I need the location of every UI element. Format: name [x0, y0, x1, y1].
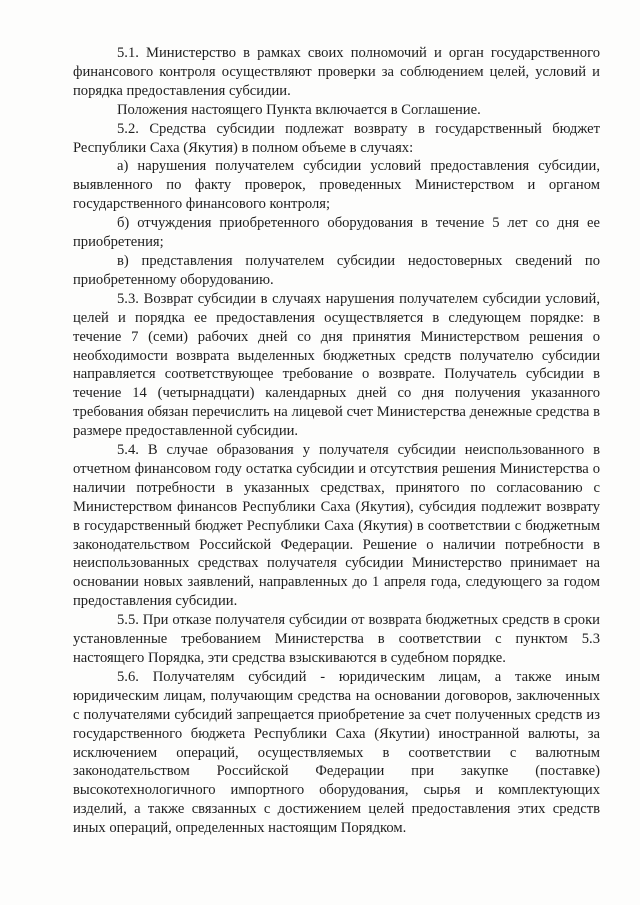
- paragraph-5-3: 5.3. Возврат субсидии в случаях нарушения получателем субсидии условий, целей и порядка ее предоставления осуществляется в следующем порядке: в течение 7 (семи) рабочих дней со дня принятия Министерством решения о необходимости возврата выделенных бюджетных средств получателю субсидии направляется соответствующее требование о возврате. Получатель субсидии в течение 14 (четырнадцати) календарных дней со дня получения указанного требования обязан перечислить на лицевой счет Министерства денежные средства в размере предоставленной субсидии.: [73, 290, 600, 440]
- paragraph-agreement-note: Положения настоящего Пункта включается в Соглашение.: [117, 101, 481, 118]
- paragraph-5-4: 5.4. В случае образования у получателя субсидии неиспользованного в отчетном финансовом году остатка субсидии и отсутствия решения Министерства о наличии потребности в указанных средствах, принятого по согласованию с Министерством финансов Республики Саха (Якутия), субсидия подлежит возврату в государственный бюджет Республики Саха (Якутия) в соответствии с бюджетным законодательством Российской Федерации. Решение о наличии потребности в неиспользованных средствах получателя субсидии Министерство принимает на основании новых заявлений, направленных до 1 апреля года, следующего за годом предоставления субсидии.: [73, 442, 600, 610]
- paragraph-5-2: 5.2. Средства субсидии подлежат возврату в государственный бюджет Республики Саха (Якутия) в полном объеме в случаях:: [73, 120, 600, 156]
- paragraph-5-2-a: а) нарушения получателем субсидии условий предоставления субсидии, выявленного по факту проверок, проведенных Министерством и органом государственного финансового контроля;: [73, 158, 600, 213]
- paragraph-5-5: 5.5. При отказе получателя субсидии от возврата бюджетных средств в сроки установленные требованием Министерства в соответствии с пунктом 5.3 настоящего Порядка, эти средства взыскиваются в судебном порядке.: [73, 612, 600, 666]
- document-body: [73, 44, 600, 838]
- paragraph-5-6: 5.6. Получателям субсидий - юридическим лицам, а также иным юридическим лицам, получающим средства на основании договоров, заключенных с получателями субсидий запрещается приобретение за счет полученных средств из государственного бюджета Республики Саха (Якутии) иностранной валюты, за исключением операций, осуществляемых в соответствии с валютным законодательством Российской Федерации при закупке (поставке) высокотехнологичного импортного оборудования, сырья и комплектующих изделий, а также связанных с достижением целей предоставления этих средств иных операций, определенных настоящим Порядком.: [73, 668, 600, 837]
- paragraph-5-2-b: б) отчуждения приобретенного оборудования в течение 5 лет со дня ее приобретения;: [73, 215, 600, 251]
- paragraph-5-1: 5.1. Министерство в рамках своих полномочий и орган государственного финансового контроля осуществляют проверки за соблюдением целей, условий и порядка предоставления субсидии.: [73, 45, 600, 99]
- paragraph-5-2-c: в) представления получателем субсидии недостоверных сведений по приобретенному оборудованию.: [73, 252, 600, 288]
